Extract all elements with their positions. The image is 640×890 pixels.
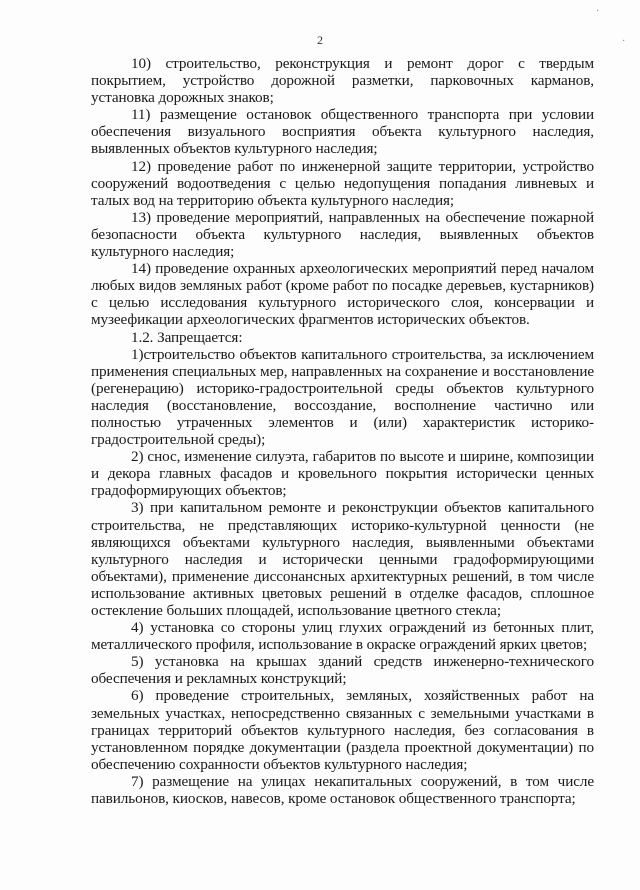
paragraph-prohibited-5: 5) установка на крышах зданий средств инженерно-технического обеспечения и рекламных конструкций; xyxy=(91,653,594,688)
scan-mark: · xyxy=(622,36,626,47)
paragraph-item-11: 11) размещение остановок общественного транспорта при условии обеспечения визуального восприятия объекта культурного наследия, выявленных объектов культурного наследия; xyxy=(91,106,594,158)
paragraph-item-10: 10) строительство, реконструкция и ремонт дорог с твердым покрытием, устройство дорожной разметки, парковочных карманов, установка дорожных знаков; xyxy=(91,55,594,107)
page-number: 2 xyxy=(317,33,323,47)
document-body xyxy=(91,55,594,807)
paragraph-item-14: 14) проведение охранных археологических мероприятий перед началом любых видов земляных работ (кроме работ по посадке деревьев, кустарников) с целью исследования культурного исторического слоя, консервации и музеефикации археологических фрагментов исторических объектов. xyxy=(91,260,594,329)
paragraph-prohibited-4: 4) установка со стороны улиц глухих ограждений из бетонных плит, металлического профиля, использование в окраске ограждений ярких цветов; xyxy=(91,619,594,654)
paragraph-prohibited-6: 6) проведение строительных, земляных, хозяйственных работ на земельных участках, непосредственно связанных с земельными участками в границах территорий объектов культурного наследия, без согласования в установленном порядке документации (раздела проектной документации) по обеспечению сохранности объектов культурного наследия; xyxy=(91,687,594,773)
section-heading-prohibited: 1.2. Запрещается: xyxy=(131,328,243,346)
paragraph-item-13: 13) проведение мероприятий, направленных на обеспечение пожарной безопасности объекта культурного наследия, выявленных объектов культурного наследия; xyxy=(91,208,594,261)
paragraph-prohibited-2: 2) снос, изменение силуэта, габаритов по высоте и ширине, композиции и декора главных фасадов и кровельного покрытия исторически ценных градоформирующих объектов; xyxy=(91,448,594,500)
paragraph-prohibited-3: 3) при капитальном ремонте и реконструкции объектов капитального строительства, не представляющих историко-культурной ценности (не являющихся объектами культурного наследия, выявленными объектами культурного наследия и исторически ценными градоформирующими объектами), применение диссонансных архитектурных решений, в том числе использование активных цветовых решений в отделке фасадов, сплошное остекление больших площадей, использование цветного стекла; xyxy=(91,499,594,619)
paragraph-prohibited-7: 7) размещение на улицах некапитальных сооружений, в том числе павильонов, киосков, навесов, кроме остановок общественного транспорта; xyxy=(91,772,594,808)
paragraph-item-12: 12) проведение работ по инженерной защите территории, устройство сооружений водоотведения с целью недопущения попадания ливневых и талых вод на территорию объекта культурного наследия; xyxy=(91,157,594,209)
scan-mark: · xyxy=(596,6,600,17)
paragraph-prohibited-1: 1)строительство объектов капитального строительства, за исключением применения специальных мер, направленных на сохранение и восстановление (регенерацию) историко-градостроительной среды объектов культурного наследия (восстановление, воссоздание, восполнение частично или полностью утраченных элементов и (или) характеристик историко-градостроительной среды); xyxy=(91,345,594,449)
